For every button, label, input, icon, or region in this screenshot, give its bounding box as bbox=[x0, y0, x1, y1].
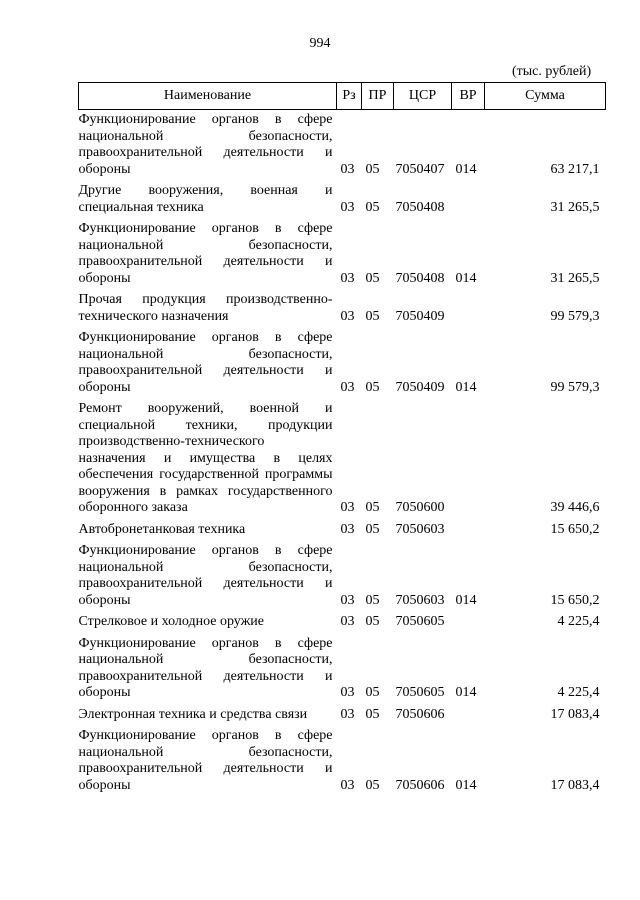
table-row bbox=[79, 631, 606, 702]
budget-table bbox=[78, 82, 606, 794]
row-name: Функционирование органов в сфере национальной безопасности, правоохранительной деятельности и обороны bbox=[78, 330, 333, 395]
row-vr: 014 bbox=[455, 592, 477, 608]
row-csr: 7050600 bbox=[395, 500, 445, 515]
row-csr: 7050605 bbox=[395, 614, 445, 629]
row-name: Автобронетанковая техника bbox=[78, 521, 246, 537]
row-name: Стрелковое и холодное оружие bbox=[78, 614, 264, 629]
row-vr bbox=[452, 396, 485, 517]
row-vr bbox=[452, 178, 485, 216]
row-pr: 05 bbox=[365, 777, 380, 793]
row-csr: 7050603 bbox=[395, 521, 445, 537]
table-row bbox=[79, 287, 606, 325]
row-vr: 014 bbox=[455, 777, 477, 793]
row-vr: 014 bbox=[455, 270, 477, 286]
row-pr: 05 bbox=[365, 685, 380, 700]
row-pr: 05 bbox=[365, 500, 380, 515]
row-csr: 7050605 bbox=[395, 685, 445, 700]
row-name: Электронная техника и средства связи bbox=[78, 706, 308, 722]
table-row bbox=[79, 216, 606, 287]
table-row bbox=[79, 325, 606, 396]
header-rz: Рз bbox=[337, 83, 362, 110]
page-number: 994 bbox=[309, 36, 331, 51]
row-sum: 39 446,6 bbox=[550, 500, 600, 515]
row-rz: 03 bbox=[340, 379, 355, 395]
table-row bbox=[79, 517, 606, 539]
table-row bbox=[79, 702, 606, 724]
row-csr: 7050409 bbox=[395, 308, 445, 324]
row-sum: 31 265,5 bbox=[550, 199, 600, 215]
row-sum: 15 650,2 bbox=[550, 521, 600, 537]
row-sum: 17 083,4 bbox=[550, 777, 600, 793]
header-vr: ВР bbox=[452, 83, 485, 110]
row-name: Функционирование органов в сфере национальной безопасности, правоохранительной деятельности и обороны bbox=[78, 112, 333, 177]
header-sum: Сумма bbox=[485, 83, 606, 110]
table-row bbox=[79, 609, 606, 631]
row-vr bbox=[452, 609, 485, 631]
row-name: Ремонт вооружений, военной и специальной техники, продукции производственно-технического назначения и имущества в целях обеспечения государственной программы вооружения в рамках государственного оборонного заказа bbox=[78, 401, 333, 515]
row-csr: 7050407 bbox=[395, 161, 445, 177]
row-csr: 7050408 bbox=[395, 199, 445, 215]
row-vr bbox=[452, 517, 485, 539]
row-pr: 05 bbox=[365, 199, 380, 215]
row-csr: 7050606 bbox=[395, 706, 445, 722]
row-pr: 05 bbox=[365, 592, 380, 608]
row-rz: 03 bbox=[340, 614, 355, 629]
table-header bbox=[79, 83, 606, 110]
row-sum: 99 579,3 bbox=[550, 379, 600, 395]
row-name: Другие вооружения, военная и специальная техника bbox=[78, 183, 333, 215]
row-pr: 05 bbox=[365, 521, 380, 537]
row-pr: 05 bbox=[365, 270, 380, 286]
row-sum: 99 579,3 bbox=[550, 308, 600, 324]
row-pr: 05 bbox=[365, 308, 380, 324]
row-rz: 03 bbox=[340, 685, 355, 700]
row-pr: 05 bbox=[365, 706, 380, 722]
row-csr: 7050408 bbox=[395, 270, 445, 286]
table-row bbox=[79, 723, 606, 794]
table-row bbox=[79, 396, 606, 517]
row-csr: 7050603 bbox=[395, 592, 445, 608]
row-name: Функционирование органов в сфере национальной безопасности, правоохранительной деятельности и обороны bbox=[78, 728, 333, 793]
header-name: Наименование bbox=[79, 83, 337, 110]
row-vr: 014 bbox=[455, 161, 477, 177]
row-rz: 03 bbox=[340, 270, 355, 286]
row-vr: 014 bbox=[455, 379, 477, 395]
row-sum: 4 225,4 bbox=[557, 614, 600, 629]
row-vr: 014 bbox=[455, 685, 477, 700]
row-rz: 03 bbox=[340, 199, 355, 215]
table-row bbox=[79, 538, 606, 609]
row-name: Функционирование органов в сфере национальной безопасности, правоохранительной деятельности и обороны bbox=[78, 635, 333, 700]
table-row bbox=[79, 110, 606, 179]
row-sum: 63 217,1 bbox=[550, 161, 600, 177]
header-csr: ЦСР bbox=[394, 83, 452, 110]
row-rz: 03 bbox=[340, 706, 355, 722]
row-sum: 17 083,4 bbox=[550, 706, 600, 722]
row-pr: 05 bbox=[365, 614, 380, 629]
table-body bbox=[79, 110, 606, 795]
row-sum: 15 650,2 bbox=[550, 592, 600, 608]
row-pr: 05 bbox=[365, 161, 380, 177]
header-pr: ПР bbox=[362, 83, 394, 110]
table-row bbox=[79, 178, 606, 216]
row-name: Функционирование органов в сфере национальной безопасности, правоохранительной деятельности и обороны bbox=[78, 221, 333, 286]
units-label: (тыс. рублей) bbox=[512, 64, 592, 79]
row-pr: 05 bbox=[365, 379, 380, 395]
row-rz: 03 bbox=[340, 777, 355, 793]
row-sum: 31 265,5 bbox=[550, 270, 600, 286]
row-vr bbox=[452, 702, 485, 724]
row-name: Прочая продукция производственно-технического назначения bbox=[78, 292, 333, 324]
row-rz: 03 bbox=[340, 592, 355, 608]
row-rz: 03 bbox=[340, 521, 355, 537]
row-csr: 7050606 bbox=[395, 777, 445, 793]
row-rz: 03 bbox=[340, 161, 355, 177]
row-sum: 4 225,4 bbox=[557, 685, 600, 700]
row-name: Функционирование органов в сфере национальной безопасности, правоохранительной деятельности и обороны bbox=[78, 543, 333, 608]
row-rz: 03 bbox=[340, 500, 355, 515]
row-rz: 03 bbox=[340, 308, 355, 324]
row-csr: 7050409 bbox=[395, 379, 445, 395]
row-vr bbox=[452, 287, 485, 325]
